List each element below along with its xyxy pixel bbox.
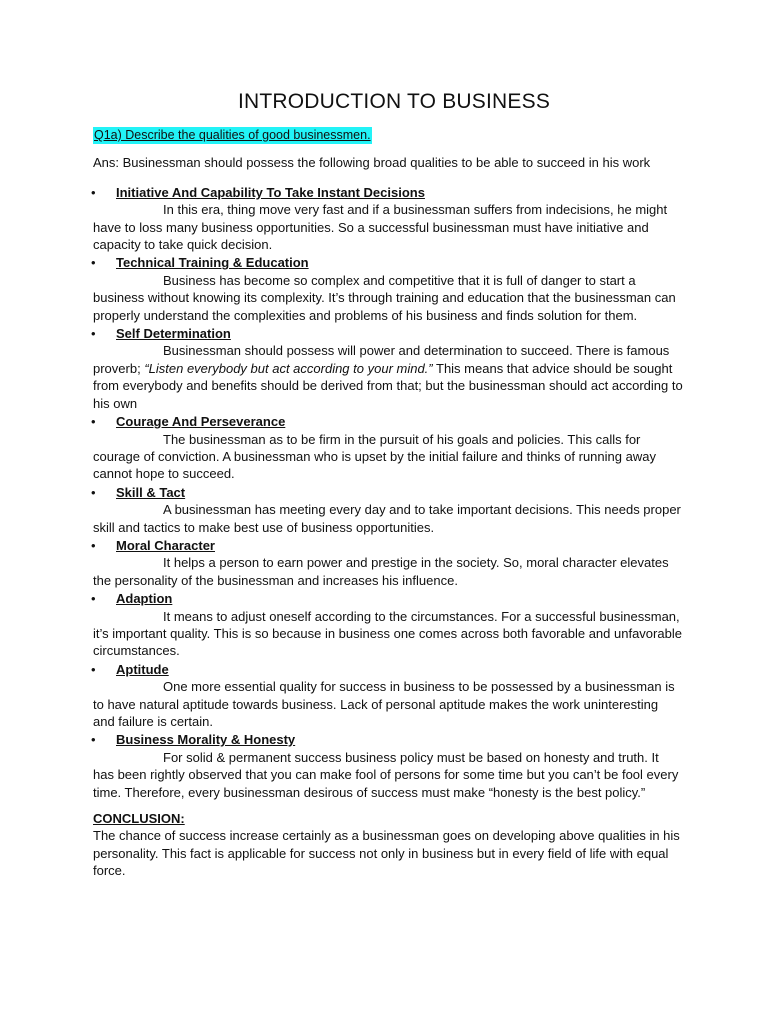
quality-heading: Adaption — [116, 591, 173, 607]
quality-body: One more essential quality for success in business to be possessed by a businessman is to have natural aptitude towards business. Lack of personal aptitude makes the work uninteresting and failure is certain. — [93, 679, 675, 729]
list-item — [93, 590, 683, 660]
quality-heading: Initiative And Capability To Take Instant Decisions — [116, 184, 425, 200]
quality-body-text: Businessman should possess will power and determination to succeed. There is famous proverb; — [93, 343, 670, 376]
quality-body: For solid & permanent success business policy must be based on honesty and truth. It has been rightly observed that you can make fool of persons for some time but you can’t be fool every time. Therefore, every businessman desirous of success must make “honesty is the best policy.” — [93, 749, 679, 800]
conclusion-heading: CONCLUSION: — [93, 811, 185, 827]
answer-intro: Ans: Businessman should possess the following broad qualities to be able to succeed in his work — [93, 155, 651, 171]
bullet-icon: • — [91, 537, 96, 553]
quality-heading: Moral Character — [116, 537, 215, 553]
quality-body: Business has become so complex and competitive that it is full of danger to start a business without knowing its complexity. It’s through training and education that the businessman can properly understand the complexities and problems of his business and finds solution for them. — [93, 272, 676, 323]
list-item — [93, 325, 683, 412]
question-heading: Q1a) Describe the qualities of good businessmen. — [93, 127, 372, 144]
quality-body: The businessman as to be firm in the pursuit of his goals and policies. This calls for courage of conviction. A businessman who is upset by the initial failure and thinks of running away cannot hope to succeed. — [93, 431, 656, 482]
quality-heading: Self Determination — [116, 326, 231, 342]
qualities-list — [93, 184, 683, 801]
quality-heading: Skill & Tact — [116, 484, 186, 500]
bullet-icon: • — [91, 414, 96, 430]
list-item — [93, 731, 683, 801]
proverb-quote: “Listen everybody but act according to your mind.” — [144, 360, 433, 376]
list-item — [93, 484, 683, 536]
document-title: INTRODUCTION TO BUSINESS — [237, 90, 551, 113]
quality-heading: Aptitude — [116, 661, 169, 677]
document-content — [93, 126, 683, 880]
bullet-icon: • — [91, 255, 96, 271]
quality-body: A businessman has meeting every day and to take important decisions. This needs proper skill and tactics to make best use of business opportunities. — [93, 502, 681, 535]
quality-body: In this era, thing move very fast and if a businessman suffers from indecisions, he might have to loss many business opportunities. So a successful businessman must have initiative and capacity to take quick decision. — [93, 202, 668, 253]
quality-heading: Technical Training & Education — [116, 255, 309, 271]
quality-body: It helps a person to earn power and prestige in the society. So, moral character elevates the personality of the businessman and increases his influence. — [93, 555, 669, 588]
bullet-icon: • — [91, 591, 96, 607]
bullet-icon: • — [91, 484, 96, 500]
quality-heading: Courage And Perseverance — [116, 414, 286, 430]
bullet-icon: • — [91, 326, 96, 342]
quality-heading: Business Morality & Honesty — [116, 732, 296, 748]
quality-body-text: This means that advice should be sought from everybody and benefits should be derived from that; but the businessman should act according to his own — [93, 360, 683, 411]
bullet-icon: • — [91, 732, 96, 748]
conclusion-body: The chance of success increase certainly as a businessman goes on developing above qualities in his personality. This fact is applicable for success not only in business but in every field of life with equal force. — [93, 828, 680, 879]
bullet-icon: • — [91, 184, 96, 200]
quality-body — [93, 342, 683, 412]
quality-body: It means to adjust oneself according to the circumstances. For a successful businessman, it’s important quality. This is so because in business one comes across both favorable and unfavorable circumstances. — [93, 608, 682, 659]
list-item — [93, 537, 683, 589]
list-item — [93, 413, 683, 483]
list-item — [93, 184, 683, 254]
list-item — [93, 254, 683, 324]
list-item — [93, 661, 683, 731]
bullet-icon: • — [91, 661, 96, 677]
